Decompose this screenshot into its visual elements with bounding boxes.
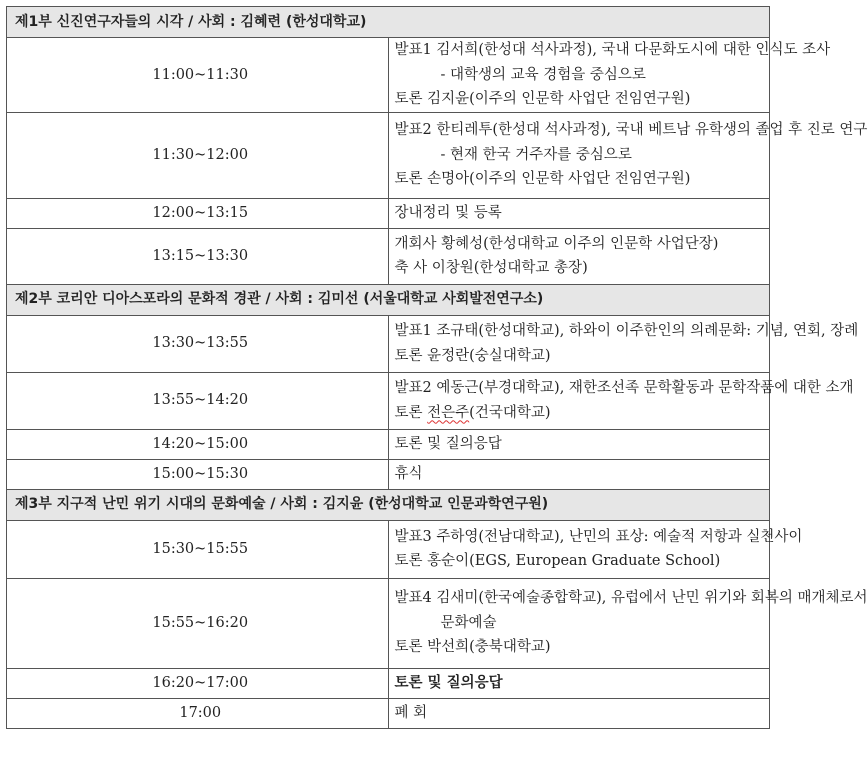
content-cell [388, 112, 868, 198]
section-header [7, 489, 770, 520]
time-cell: 11:00~11:30 [7, 38, 389, 113]
presentation-line: 발표4 김새미(한국예술종합학교), 유럽에서 난민 위기와 회복의 매개체로서 [394, 590, 868, 607]
discussant-line [395, 401, 770, 426]
table-row [7, 668, 770, 698]
event-line: 토론 및 질의응답 [394, 674, 503, 691]
presentation-line: 발표1 김서희(한성대 석사과정), 국내 다문화도시에 대한 인식도 조사 [394, 42, 831, 58]
table-row [7, 315, 770, 372]
discussant-affiliation: (건국대학교) [469, 404, 551, 421]
time-cell: 15:00~15:30 [7, 459, 389, 489]
time-cell: 15:30~15:55 [7, 520, 389, 578]
time-cell: 17:00 [7, 698, 389, 728]
discussant-line: 토론 손명아(이주의 인문학 사업단 전임연구원) [394, 171, 691, 188]
presentation-line: 발표2 예동근(부경대학교), 재한조선족 문학활동과 문학작품에 대한 소개 [394, 380, 854, 396]
discussant-name: 전은주 [427, 404, 470, 421]
opening-remarks-line: 개회사 황혜성(한성대학교 이주의 인문학 사업단장) [394, 235, 719, 252]
subtitle-line: - 현재 한국 거주자를 중심으로 [440, 146, 632, 163]
time-cell: 13:55~14:20 [7, 372, 389, 429]
content-cell [388, 315, 859, 372]
time-cell: 16:20~17:00 [7, 668, 389, 698]
table-row [7, 228, 770, 284]
content-cell [388, 372, 854, 429]
content-cell [388, 578, 868, 668]
event-line: 휴식 [394, 465, 423, 482]
content-cell [388, 459, 770, 489]
table-row [7, 372, 770, 429]
table-row [7, 520, 770, 578]
content-cell [388, 198, 770, 228]
event-line: 토론 및 질의응답 [394, 435, 502, 452]
table-row [7, 198, 770, 228]
discussant-line: 토론 박선희(충북대학교) [394, 639, 551, 656]
content-cell [388, 429, 770, 459]
table-row [7, 38, 770, 113]
section-header [7, 284, 770, 315]
content-cell [388, 668, 770, 698]
section-title: 제2부 코리안 디아스포라의 문화적 경관 / 사회 : 김미선 (서울대학교 사회발전연구소) [7, 284, 770, 315]
time-cell: 12:00~13:15 [7, 198, 389, 228]
content-cell [388, 520, 803, 578]
time-cell: 14:20~15:00 [7, 429, 389, 459]
time-cell: 13:15~13:30 [7, 228, 389, 284]
content-cell [388, 38, 831, 113]
presentation-line: 발표2 한티레투(한성대 석사과정), 국내 베트남 유학생의 졸업 후 진로 연구 [394, 122, 868, 139]
table-row [7, 112, 770, 198]
content-cell [388, 228, 770, 284]
presentation-line-continued: 문화예술 [440, 614, 497, 631]
congratulatory-remarks-line: 축 사 이창원(한성대학교 총장) [394, 260, 588, 276]
content-cell [388, 698, 770, 728]
table-row [7, 429, 770, 459]
discussant-line: 토론 윤정란(숭실대학교) [394, 347, 551, 364]
table-row [7, 698, 770, 728]
schedule-table [6, 6, 868, 729]
section-header [7, 7, 770, 38]
time-cell: 15:55~16:20 [7, 578, 389, 668]
discussant-line: 토론 홍순이(EGS, European Graduate School) [394, 553, 721, 569]
time-cell: 13:30~13:55 [7, 315, 389, 372]
table-row [7, 459, 770, 489]
table-row [7, 578, 770, 668]
section-title: 제3부 지구적 난민 위기 시대의 문화예술 / 사회 : 김지윤 (한성대학교 인문과학연구원) [7, 489, 770, 520]
discussant-line: 토론 김지윤(이주의 인문학 사업단 전임연구원) [394, 91, 691, 107]
time-cell: 11:30~12:00 [7, 112, 389, 198]
section-title: 제1부 신진연구자들의 시각 / 사회 : 김혜련 (한성대학교) [7, 7, 770, 38]
closing-line: 폐 회 [394, 704, 428, 721]
presentation-line: 발표3 주하영(전남대학교), 난민의 표상: 예술적 저항과 실천사이 [394, 528, 803, 545]
event-line: 장내정리 및 등록 [394, 204, 502, 221]
subtitle-line: - 대학생의 교육 경험을 중심으로 [440, 66, 646, 83]
discussant-label: 토론 [394, 404, 428, 421]
presentation-line: 발표1 조규태(한성대학교), 하와이 이주한인의 의례문화: 기념, 연회, 장례 [394, 323, 859, 339]
